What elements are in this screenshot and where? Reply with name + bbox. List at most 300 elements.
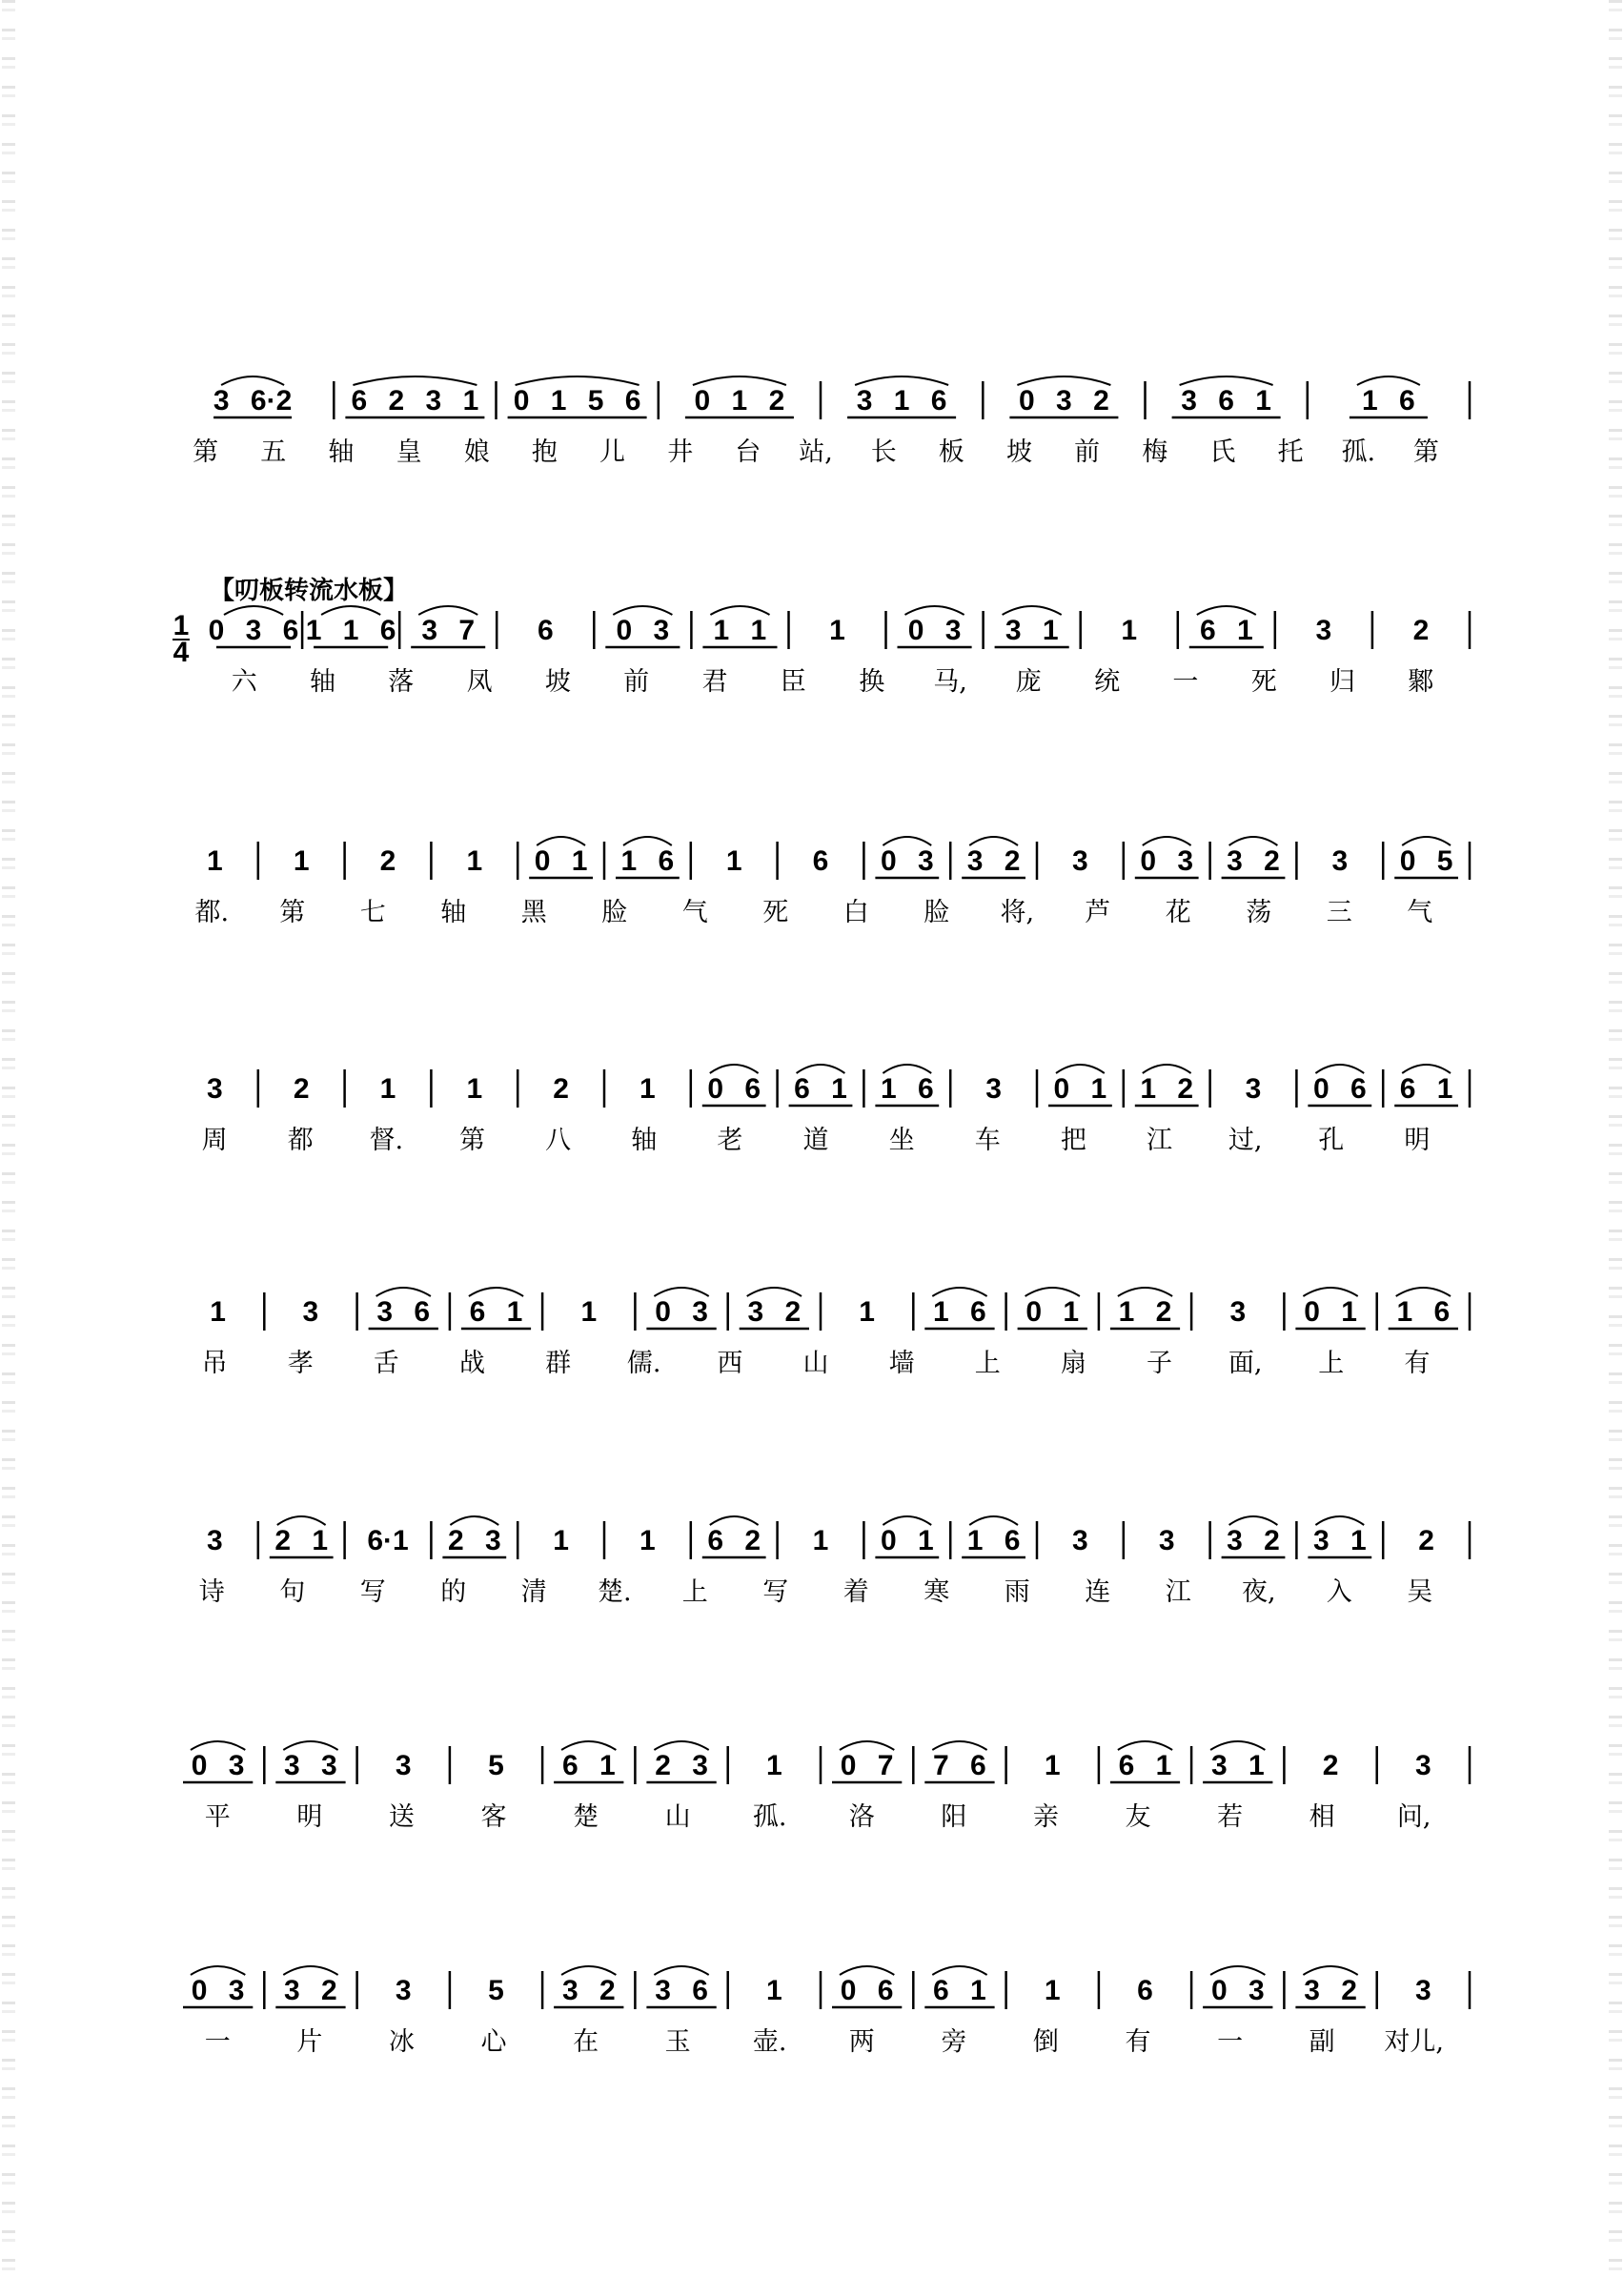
slur-arc [1118,1741,1172,1750]
slur-arc [1143,837,1191,845]
measure [962,1516,1025,1557]
note-group: 3 7 [421,615,476,646]
note-group: 3 6 [655,1975,708,2006]
note-group: 3 [1229,1296,1247,1328]
lyric-syllable: 江 [1147,1126,1172,1155]
measure [1159,1525,1175,1556]
measure [1203,1966,1272,2007]
slur-arc [654,1741,708,1750]
slur-arc [1180,376,1273,385]
score-system-8 [183,1966,1470,2057]
lyric-syllable: 相 [1309,1802,1335,1832]
note-group: 1 [812,1525,829,1556]
measure [207,1073,223,1105]
measure [209,606,299,647]
note-group: 0 3 [616,615,670,646]
note-group: 1 6 [933,1296,986,1328]
note-group: 1 [1044,1750,1061,1781]
measure [1072,845,1088,877]
note-group: 6·1 [367,1525,409,1556]
note-group: 3 3 [284,1750,337,1781]
lyric-syllable: 将, [1000,898,1035,927]
lyric-syllable: 过, [1228,1126,1263,1155]
lyric-syllable: 倒 [1032,2027,1059,2057]
note-group: 0 3 [880,845,934,877]
lyric-syllable: 片 [296,2027,323,2057]
measure [183,1741,253,1782]
slur-arc [1402,1065,1451,1073]
lyric-syllable: 一 [1172,667,1199,697]
slur-arc [1143,1065,1191,1073]
note-group: 5 [488,1975,504,2006]
lyric-syllable: 梅 [1142,437,1168,467]
measure [702,1516,766,1557]
note-group: 6 [537,615,554,646]
slur-arc [1210,1966,1265,1975]
note-group: 6 1 [469,1296,523,1328]
measure [461,1288,531,1329]
lyric-syllable: 君 [701,667,728,697]
note-group: 3 [302,1296,319,1328]
slur-arc [1315,1516,1364,1525]
lyric-syllable: 儿 [599,437,625,467]
lyric-syllable: 轴 [328,437,355,467]
measure [1121,615,1137,646]
slur-arc [1303,1288,1357,1296]
measure [740,1288,809,1329]
lyric-syllable: 脸 [924,898,950,927]
note-group: 1 6 [1362,385,1415,417]
lyric-syllable: 第 [193,437,219,467]
note-group: 0 1 [534,845,588,877]
lyric-syllable: 山 [664,1802,691,1832]
lyric-syllable: 孔 [1318,1126,1345,1155]
lyric-syllable: 上 [974,1349,1001,1378]
note-group: 3 2 [1304,1975,1357,2006]
note-group: 3 [1415,1750,1431,1781]
lyric-syllable: 墙 [888,1349,915,1378]
note-group: 1 1 [713,615,767,646]
slur-arc [797,1065,845,1073]
lyric-syllable: 冰 [388,2027,415,2057]
measure [924,1966,994,2007]
note-group: 2 [1418,1525,1434,1556]
slur-arc [1315,1065,1364,1073]
measure [1072,1525,1088,1556]
lyric-syllable: 皇 [396,437,422,467]
lyric-syllable: 儒. [626,1349,661,1378]
lyric-syllable: 车 [974,1126,1001,1155]
lyric-syllable: 孤. [752,1802,787,1832]
slur-arc [840,1966,894,1975]
note-group: 1 [466,1073,483,1105]
slur-arc [1402,837,1451,845]
score-system-6 [199,1516,1470,1607]
lyric-syllable: 抱 [531,437,558,467]
lyric-syllable: 井 [667,437,694,467]
measure [1045,1975,1061,2006]
note-group: 3 2 [561,1975,616,2006]
measure [1189,606,1264,647]
measure [639,1525,656,1556]
lyric-syllable: 第 [1412,437,1439,467]
lyric-syllable: 山 [802,1349,829,1378]
note-group: 0 7 [840,1750,894,1781]
measure [1389,1288,1458,1329]
measure [859,1296,875,1328]
measure [396,1750,412,1781]
slur-arc [376,1288,431,1296]
slur-arc [191,1966,245,1975]
measure [488,1975,504,2006]
slur-arc [277,1516,326,1525]
slur-arc [321,606,380,615]
slur-arc [1197,606,1256,615]
lyric-syllable: 换 [859,667,885,697]
measure [306,606,396,647]
slur-arc [1303,1966,1357,1975]
measure [1415,1750,1431,1781]
lyric-syllable: 旁 [941,2027,967,2057]
note-group: 1 1 6 [305,615,396,646]
note-group: 3 6·2 [213,385,293,417]
lyric-syllable: 前 [623,667,650,697]
note-group: 2 3 [655,1750,708,1781]
lyric-syllable: 着 [842,1577,869,1607]
measure [1045,1750,1061,1781]
note-group: 2 3 [447,1525,501,1556]
lyric-syllable: 对儿, [1384,2027,1444,2057]
note-group: 0 3 [1140,845,1194,877]
note-group: 3 [1245,1073,1262,1105]
note-group: 0 3 [191,1975,245,2006]
note-group: 1 [766,1750,782,1781]
note-group: 6 1 [794,1073,847,1105]
lyric-syllable: 雨 [1004,1577,1030,1607]
measure [345,376,484,417]
slur-arc [283,1741,337,1750]
slur-arc [191,1741,245,1750]
slur-arc [561,1966,616,1975]
lyric-syllable: 督. [369,1126,404,1155]
lyric-syllable: 凤 [466,667,493,697]
lyric-syllable: 有 [1404,1349,1431,1378]
measure [1323,1750,1339,1781]
lyric-syllable: 七 [359,898,386,927]
score-system-2 [209,606,1470,697]
lyric-syllable: 荡 [1246,898,1272,927]
note-group: 6 1 [933,1975,986,2006]
note-group: 3 2 [1227,1525,1280,1556]
slur-arc [418,606,477,615]
lyric-syllable: 句 [279,1577,306,1607]
lyric-syllable: 五 [260,437,287,467]
note-group: 0 6 [840,1975,894,2006]
lyric-syllable: 落 [388,667,415,697]
note-group: 3 1 6 [856,385,947,417]
measure [369,1288,438,1329]
measure [639,1073,656,1105]
note-group: 0 3 [191,1750,245,1781]
measure [1018,1288,1087,1329]
lyric-syllable: 黑 [520,898,547,927]
score-system-5 [202,1288,1470,1378]
note-group: 0 3 [655,1296,708,1328]
note-group: 0 6 [1312,1073,1367,1105]
measure [875,1065,939,1106]
measure [1135,837,1199,878]
score-system-4 [202,1065,1470,1155]
measure [270,1516,334,1557]
note-group: 6 2 3 1 [351,385,479,417]
lyric-syllable: 坡 [544,667,571,697]
slur-arc [450,1516,498,1525]
measure [832,1966,902,2007]
measure [646,1741,716,1782]
note-group: 0 3 [907,615,962,646]
slur-arc [283,1966,337,1975]
measure [466,1073,482,1105]
measure [396,1975,412,2006]
note-group: 3 [1415,1975,1431,2006]
lyric-syllable: 舌 [373,1349,399,1378]
slur-arc [710,1516,759,1525]
score-system-7 [183,1741,1470,1832]
lyric-syllable: 马, [933,667,967,697]
measure [1308,1065,1371,1106]
lyric-syllable: 壶. [752,2027,787,2057]
slur-arc [561,1741,616,1750]
note-group: 1 [639,1073,656,1105]
note-group: 1 6 [966,1525,1021,1556]
measure [962,837,1025,878]
measure [646,1288,716,1329]
note-group: 0 1 [880,1525,934,1556]
measure [553,1525,569,1556]
lyric-syllable: 鄹 [1408,667,1434,697]
measure [554,1741,623,1782]
measure [538,615,554,646]
measure [183,1966,253,2007]
note-group: 1 [553,1525,569,1556]
slur-arc [932,1288,986,1296]
note-group: 2 [1322,1750,1339,1781]
measure [726,845,742,877]
lyric-syllable: 死 [762,898,789,927]
measure [789,1065,853,1106]
measure [275,1741,345,1782]
note-group: 0 1 [1053,1073,1107,1105]
slur-arc [1056,1065,1105,1073]
lyric-syllable: 道 [802,1126,829,1155]
lyric-syllable: 都. [194,898,230,927]
measure [1048,1065,1112,1106]
measure [508,376,647,417]
slur-arc [932,1966,986,1975]
note-group: 0 3 6 [208,615,299,646]
slur-arc [1017,376,1110,385]
lyric-syllable: 寒 [924,1577,950,1607]
slur-arc [710,606,769,615]
lyric-syllable: 第 [279,898,306,927]
note-group: 0 5 [1399,845,1453,877]
lyric-syllable: 诗 [198,1577,225,1607]
note-group: 1 [580,1296,598,1328]
lyric-syllable: 有 [1125,2027,1151,2057]
lyric-syllable: 友 [1125,1802,1151,1832]
slur-arc [1229,1516,1278,1525]
measure [1246,1073,1262,1105]
slur-arc [623,837,672,845]
lyric-syllable: 的 [440,1577,467,1607]
measure [411,606,485,647]
slur-arc [1396,1288,1451,1296]
note-group: 6 1 [561,1750,616,1781]
measure [813,1525,829,1556]
lyric-syllable: 老 [717,1126,743,1155]
lyric-syllable: 坡 [1006,437,1032,467]
measure [1222,1516,1286,1557]
measure [380,845,396,877]
section-label: 【叨板转流水板】 [210,577,409,605]
note-group: 3 [395,1975,412,2006]
lyric-syllable: 三 [1326,898,1352,927]
lyric-syllable: 明 [296,1802,323,1832]
lyric-syllable: 西 [717,1349,743,1378]
lyric-syllable: 洛 [848,1802,875,1832]
time-signature-top: 1 [173,610,190,641]
measure [1110,1741,1180,1782]
measure [466,845,482,877]
lyric-syllable: 群 [545,1349,572,1378]
note-group: 6 1 [1399,1073,1453,1105]
lyric-syllable: 死 [1250,667,1277,697]
measure [1295,1966,1365,2007]
lyric-syllable: 在 [573,2027,599,2057]
score-system-1 [193,376,1470,467]
lyric-syllable: 托 [1277,437,1304,467]
measure [646,1966,716,2007]
measure [294,845,310,877]
slur-arc [969,837,1018,845]
measure [488,1750,504,1781]
measure [1350,376,1428,417]
note-group: 1 6 [620,845,675,877]
note-group: 1 [766,1975,782,2006]
note-group: 2 1 [274,1525,329,1556]
measure [1331,845,1348,877]
slur-arc [613,606,672,615]
measure [829,615,845,646]
slur-arc [840,1741,894,1750]
lyric-syllable: 平 [204,1802,231,1832]
lyric-syllable: 轴 [631,1126,658,1155]
lyric-syllable: 都 [287,1126,314,1155]
note-group: 1 [210,1296,226,1328]
lyric-syllable: 站, [799,437,833,467]
lyric-syllable: 长 [870,437,897,467]
measure [875,1516,939,1557]
lyric-syllable: 问, [1396,1802,1431,1832]
note-group: 2 [293,1073,310,1105]
note-group: 2 [379,845,396,877]
note-group: 6 [1137,1975,1153,2006]
note-group: 3 [207,1073,223,1105]
measure [213,376,292,417]
note-group: 0 1 2 [694,385,785,417]
slur-arc [654,1966,708,1975]
lyric-syllable: 六 [231,667,257,697]
measure [275,1966,345,2007]
measure [1415,1975,1431,2006]
slur-arc [221,376,284,385]
slur-arc [932,1741,986,1750]
slur-arc [1229,837,1278,845]
note-group: 1 [829,615,845,646]
note-group: 3 1 [1312,1525,1367,1556]
note-group: 1 2 [1118,1296,1172,1328]
measure [832,1741,902,1782]
lyric-syllable: 脸 [601,898,628,927]
slur-arc [1003,606,1062,615]
measure [616,837,680,878]
note-group: 1 [293,845,310,877]
note-group: 0 1 5 6 [513,385,641,417]
measure [1172,376,1281,417]
lyric-syllable: 氏 [1209,437,1236,467]
measure [1295,1288,1365,1329]
note-group: 1 [207,845,223,877]
lyric-syllable: 客 [480,1802,507,1832]
lyric-syllable: 楚. [598,1577,632,1607]
lyric-syllable: 上 [681,1577,708,1607]
measure [207,845,223,877]
measure [367,1525,408,1556]
note-group: 0 1 [1025,1296,1080,1328]
lyric-syllable: 轴 [310,667,335,697]
measure [1229,1296,1246,1328]
lyric-syllable: 连 [1085,1577,1111,1607]
lyric-syllable: 江 [1165,1577,1191,1607]
lyric-syllable: 气 [681,898,708,927]
measure [207,1525,223,1556]
measure [1110,1288,1180,1329]
note-group: 0 3 [1210,1975,1265,2006]
lyric-syllable: 玉 [664,2027,691,2057]
slur-arc [353,376,477,385]
lyric-syllable: 若 [1217,1802,1244,1832]
slur-arc [1357,376,1420,385]
note-group: 1 [1044,1975,1061,2006]
slur-arc [516,376,639,385]
lyric-syllable: 吊 [201,1349,228,1378]
note-group: 0 3 2 [1019,385,1109,417]
lyric-syllable: 子 [1147,1349,1172,1378]
note-group: 3 6 [376,1296,431,1328]
note-group: 3 1 [1210,1750,1265,1781]
lyric-syllable: 清 [520,1577,547,1607]
lyric-syllable: 吴 [1407,1577,1433,1607]
lyric-syllable: 白 [842,898,869,927]
lyric-syllable: 坐 [888,1126,915,1155]
slur-arc [1025,1288,1080,1296]
lyric-syllable: 写 [762,1577,789,1607]
lyric-syllable: 心 [480,2027,507,2057]
lyric-syllable: 第 [459,1126,485,1155]
slur-arc [693,376,786,385]
note-group: 3 2 [284,1975,337,2006]
note-group: 3 [207,1525,223,1556]
